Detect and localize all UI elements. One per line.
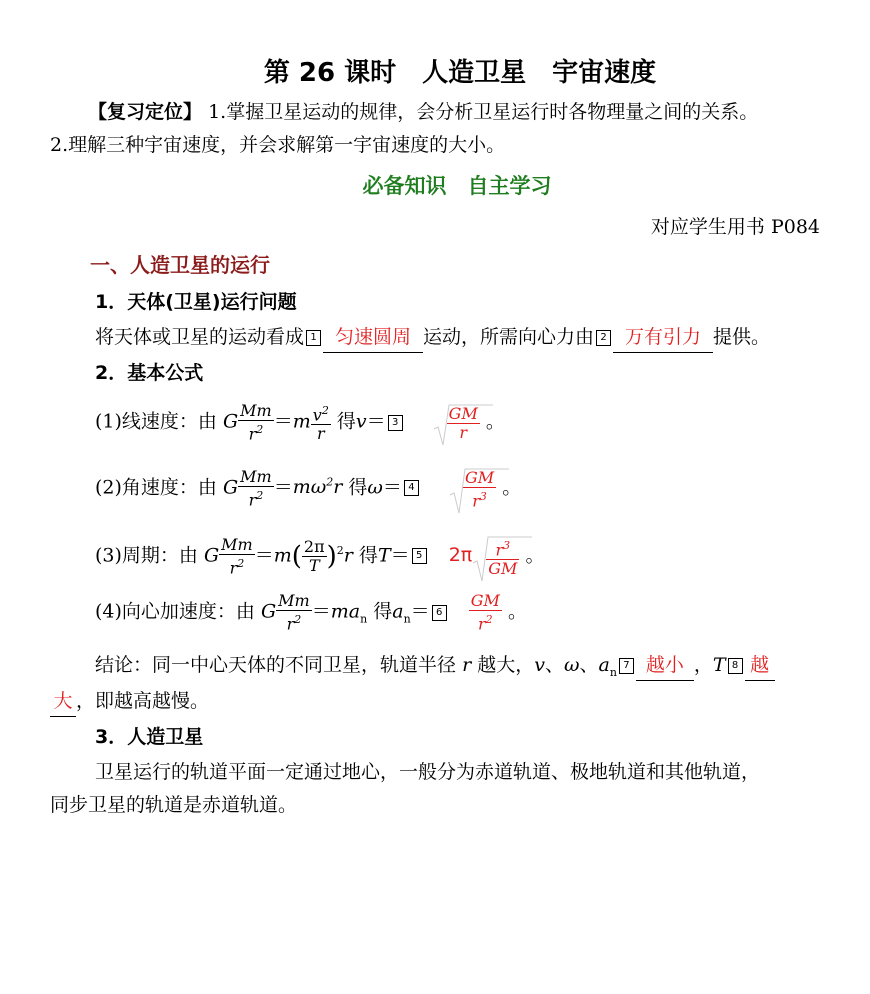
f1-get: 得 [336,410,356,433]
f1-rhs-fraction: $\frac{v^2}{r}$ [312,404,329,444]
f1-period: 。 [485,410,505,433]
f2-label: (2)角速度：由 [95,476,217,499]
f3-lhs-fraction: $\frac{Mm}{r^2}$ [221,534,253,577]
answer-6: $\frac{GM}{r^2}$ [470,591,500,634]
section-heading: 必备知识 自主学习 [362,174,552,198]
answer-5: $\frac{r^3}{GM}$ [472,535,519,578]
answer-5-coefficient: 2π [448,544,473,567]
blank-number-2: 2 [596,330,611,346]
item1-text-b: 运动，所需向心力由 [423,326,595,348]
f4-period: 。 [507,600,527,623]
f3-get: 得 [358,544,378,567]
f3-period: 。 [525,544,545,567]
conclusion-c: ，即越高越慢。 [76,690,210,712]
f4-get: 得 [373,600,393,623]
blank-number-3: 3 [388,415,403,431]
f3-label: (3)周期：由 [95,544,198,567]
book-reference: 对应学生用书 P084 [650,216,820,238]
formula-acceleration: (4)向心加速度：由 G $\frac{Mm}{r^2}$ $=ma_n$ 得$a_n= 6$ $\frac{GM}{r^2}$ 。 [95,591,527,634]
f2-period: 。 [502,476,522,499]
answer-2-blank [613,326,713,353]
f2-lhs-fraction: $\frac{Mm}{r^2}$ [240,466,272,509]
review-text-1: 1.掌握卫星运动的规律，会分析卫星运行时各物理量之间的关系。 [208,101,759,123]
item3-line-2: 同步卫星的轨道是赤道轨道。 [50,794,298,816]
answer-1-blank [323,326,423,353]
item1-text-a: 将天体或卫星的运动看成 [95,326,305,348]
item3-line-1: 卫星运行的轨道平面一定通过地心，一般分为赤道轨道、极地轨道和其他轨道， [95,761,761,783]
blank-number-1: 1 [306,330,321,346]
blank-number-4: 4 [404,480,419,496]
conclusion-b: 越大， [477,654,535,676]
conclusion-line-1: 结论：同一中心天体的不同卫星，轨道半径 r 越大，v、ω、$a_n7$ 越小 ，T 8 越 [95,648,775,690]
blank-number-6: 6 [432,605,447,621]
item2-heading: 2．基本公式 [95,362,204,384]
answer-2: 万有引力 [625,326,702,348]
f1-lhs-fraction: $\frac{Mm}{r^2}$ [240,401,272,444]
answer-8b: 大 [53,690,73,712]
review-line-1 [88,95,758,129]
conclusion-line-2 [50,684,209,718]
answer-3: $\frac{GM}{r}$ [433,403,480,442]
answer-7: 越小 [645,654,684,676]
f4-label: (4)向心加速度：由 [95,600,255,623]
blank-number-8: 8 [728,658,743,674]
item3-heading: 3．人造卫星 [95,726,204,748]
item1-text-c: 提供。 [713,326,771,348]
f1-label: (1)线速度：由 [95,410,217,433]
page-title: 第 26 课时 人造卫星 宇宙速度 [263,58,657,88]
item1-heading: 1．天体(卫星)运行问题 [95,291,297,313]
answer-8b-blank [50,690,76,717]
answer-7-blank [636,654,694,681]
answer-8a-blank [745,654,775,681]
formula-period: (3)周期：由 G $\frac{Mm}{r^2}$ ＝m( $\frac{2\pi}{T}$ )$^2$r 得T＝ 5 2π $\frac{r^3}{GM}$ 。 [95,534,544,578]
formula-angular-velocity: (2)角速度：由 G $\frac{Mm}{r^2}$ $=m\omega^2r$ 得ω＝ 4 $\frac{GM}{r^3}$ 。 [95,466,521,510]
f4-lhs-fraction: $\frac{Mm}{r^2}$ [278,591,310,634]
formula-linear-velocity: (1)线速度：由 G $\frac{Mm}{r^2}$ ＝m $\frac{v^2}{r}$ 得v＝ 3 $\frac{GM}{r}$ 。 [95,401,505,444]
f3-rhs-fraction: $\frac{2\pi}{T}$ [303,536,325,575]
conclusion-a: 结论：同一中心天体的不同卫星，轨道半径 [95,654,457,676]
review-text-2: 2.理解三种宇宙速度，并会求解第一宇宙速度的大小。 [50,134,506,156]
item1-text [95,320,770,354]
answer-4: $\frac{GM}{r^3}$ [449,467,496,510]
f2-get: 得 [348,476,368,499]
blank-number-5: 5 [412,548,427,564]
answer-8a: 越 [750,654,770,676]
part1-heading: 一、人造卫星的运行 [90,253,270,277]
blank-number-7: 7 [619,658,634,674]
answer-1: 匀速圆周 [335,326,412,348]
review-label: 【复习定位】 [88,101,203,123]
